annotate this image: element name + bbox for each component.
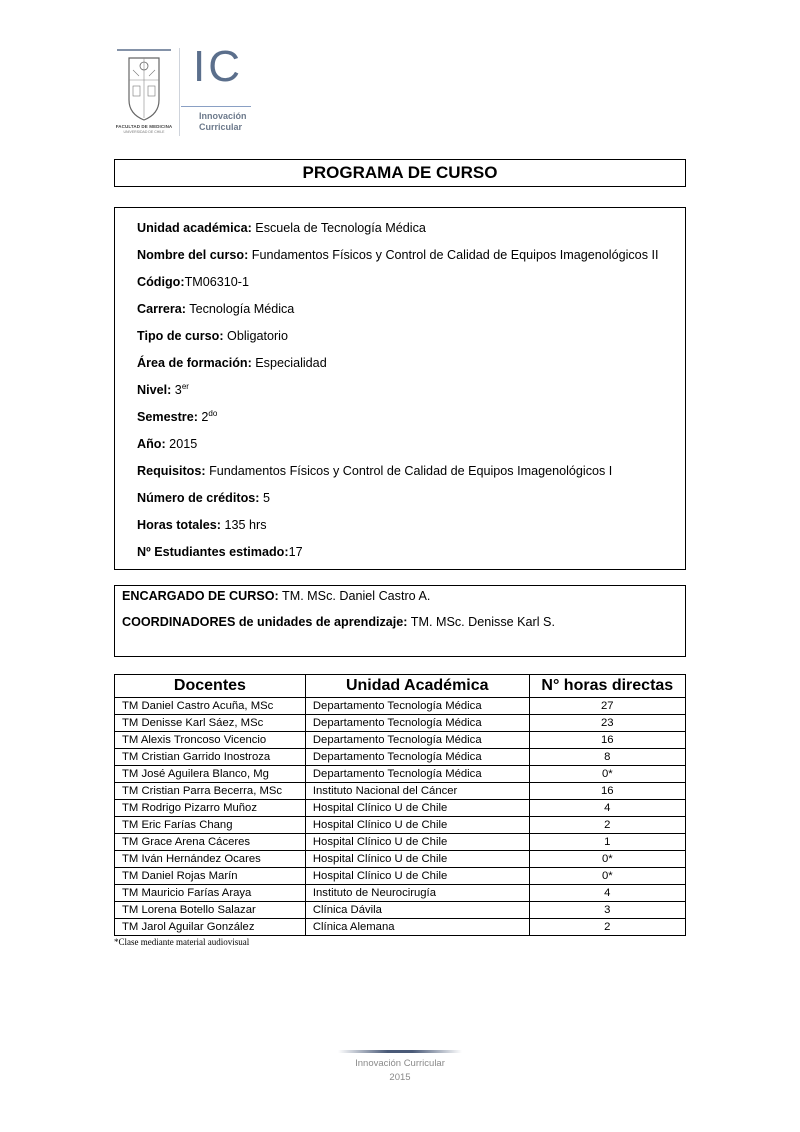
footer-text: Innovación Curricular (355, 1058, 445, 1069)
info-estudiantes: Nº Estudiantes estimado:17 (137, 545, 303, 559)
unidad-cell: Clínica Dávila (305, 902, 529, 919)
docente-cell: TM Daniel Rojas Marín (115, 868, 306, 885)
horas-cell: 4 (529, 885, 685, 902)
horas-cell: 0* (529, 868, 685, 885)
table-row (115, 902, 686, 919)
table-row (115, 749, 686, 766)
docente-cell: TM Alexis Troncoso Vicencio (115, 732, 306, 749)
docente-cell: TM Eric Farías Chang (115, 817, 306, 834)
unidad-cell: Departamento Tecnología Médica (305, 766, 529, 783)
unidad-cell: Instituto Nacional del Cáncer (305, 783, 529, 800)
unidad-cell: Hospital Clínico U de Chile (305, 834, 529, 851)
header-unidad: Unidad Académica (305, 675, 529, 698)
logo-divider (179, 48, 180, 136)
docente-cell: TM Denisse Karl Sáez, MSc (115, 715, 306, 732)
horas-cell: 0* (529, 766, 685, 783)
unidad-cell: Hospital Clínico U de Chile (305, 851, 529, 868)
unidad-cell: Clínica Alemana (305, 919, 529, 936)
unidad-cell: Hospital Clínico U de Chile (305, 800, 529, 817)
horas-cell: 3 (529, 902, 685, 919)
info-anio: Año: 2015 (137, 437, 198, 451)
table-row (115, 817, 686, 834)
info-area: Área de formación: Especialidad (137, 356, 327, 370)
info-nivel: Nivel: 3er (137, 381, 189, 397)
horas-cell: 2 (529, 817, 685, 834)
info-horas: Horas totales: 135 hrs (137, 518, 267, 532)
docente-cell: TM Cristian Garrido Inostroza (115, 749, 306, 766)
header-docentes: Docentes (115, 675, 306, 698)
horas-cell: 0* (529, 851, 685, 868)
horas-cell: 8 (529, 749, 685, 766)
table-row (115, 919, 686, 936)
unidad-cell: Departamento Tecnología Médica (305, 715, 529, 732)
table-row (115, 766, 686, 783)
ic-logo-text-2: Curricular (199, 122, 243, 132)
unidad-cell: Instituto de Neurocirugía (305, 885, 529, 902)
table-footnote: *Clase mediante material audiovisual (114, 937, 250, 947)
footer-divider (338, 1050, 462, 1053)
docente-cell: TM Lorena Botello Salazar (115, 902, 306, 919)
table-row (115, 732, 686, 749)
docente-cell: TM Rodrigo Pizarro Muñoz (115, 800, 306, 817)
page-title: PROGRAMA DE CURSO (114, 159, 686, 187)
ic-logo-line (181, 106, 251, 107)
table-row (115, 885, 686, 902)
table-row (115, 868, 686, 885)
info-unidad: Unidad académica: Escuela de Tecnología Médica (137, 221, 426, 235)
encargado-row: ENCARGADO DE CURSO: TM. MSc. Daniel Castro A. (122, 589, 431, 603)
unidad-cell: Hospital Clínico U de Chile (305, 817, 529, 834)
table-header-row (115, 675, 686, 698)
header-horas: N° horas directas (529, 675, 685, 698)
horas-cell: 27 (529, 698, 685, 715)
info-tipo: Tipo de curso: Obligatorio (137, 329, 288, 343)
info-requisitos: Requisitos: Fundamentos Físicos y Control de Calidad de Equipos Imagenológicos I (137, 464, 613, 478)
table-row (115, 834, 686, 851)
unidad-cell: Departamento Tecnología Médica (305, 698, 529, 715)
info-codigo: Código:TM06310-1 (137, 275, 249, 289)
table-row (115, 698, 686, 715)
docente-cell: TM Mauricio Farías Araya (115, 885, 306, 902)
horas-cell: 23 (529, 715, 685, 732)
footer-year: 2015 (389, 1072, 411, 1083)
docente-cell: TM Jarol Aguilar González (115, 919, 306, 936)
horas-cell: 2 (529, 919, 685, 936)
horas-cell: 4 (529, 800, 685, 817)
course-staff-box (114, 585, 686, 657)
table-row (115, 851, 686, 868)
horas-cell: 16 (529, 732, 685, 749)
faculty-subcaption: UNIVERSIDAD DE CHILE (123, 130, 165, 134)
ic-logo-text-1: Innovación (199, 111, 247, 121)
course-info-box (114, 207, 686, 570)
table-row (115, 715, 686, 732)
coordinadores-row: COORDINADORES de unidades de aprendizaje: TM. MSc. Denisse Karl S. (122, 615, 555, 629)
docente-cell: TM Daniel Castro Acuña, MSc (115, 698, 306, 715)
info-creditos: Número de créditos: 5 (137, 491, 270, 505)
ic-logo-mark: IC (193, 42, 243, 91)
info-semestre: Semestre: $2^{do}$ (137, 408, 218, 424)
faculty-caption: FACULTAD DE MEDICINA (115, 124, 173, 129)
docente-cell: TM Grace Arena Cáceres (115, 834, 306, 851)
unidad-cell: Hospital Clínico U de Chile (305, 868, 529, 885)
docente-cell: TM Cristian Parra Becerra, MSc (115, 783, 306, 800)
table-row (115, 800, 686, 817)
faculty-crest-icon (115, 48, 173, 136)
docentes-table (114, 674, 686, 936)
unidad-cell: Departamento Tecnología Médica (305, 749, 529, 766)
header-logos (115, 42, 265, 138)
horas-cell: 16 (529, 783, 685, 800)
info-carrera: Carrera: Tecnología Médica (137, 302, 295, 316)
unidad-cell: Departamento Tecnología Médica (305, 732, 529, 749)
docente-cell: TM Iván Hernández Ocares (115, 851, 306, 868)
table-row (115, 783, 686, 800)
horas-cell: 1 (529, 834, 685, 851)
docente-cell: TM José Aguilera Blanco, Mg (115, 766, 306, 783)
info-nombre: Nombre del curso: Fundamentos Físicos y Control de Calidad de Equipos Imagenológicos II (137, 248, 659, 262)
